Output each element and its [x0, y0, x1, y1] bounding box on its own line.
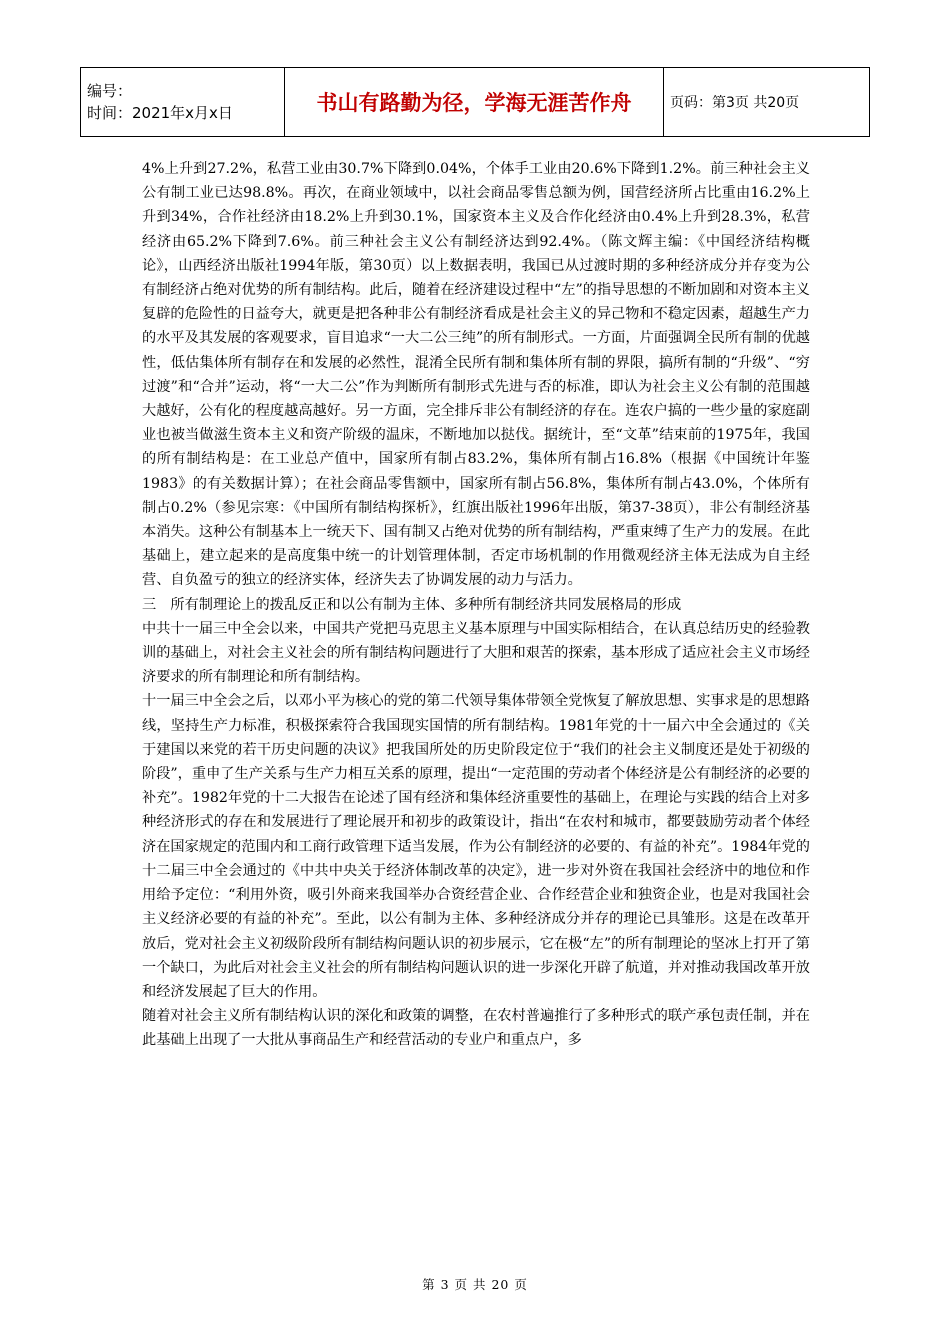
header-page-info: 页码：第3页 共20页: [664, 68, 870, 137]
paragraph: 中共十一届三中全会以来，中国共产党把马克思主义基本原理与中国实际相结合，在认真总结历史的经验教训的基础上，对社会主义社会的所有制结构问题进行了大胆和艰苦的探索，基本形成了适应社会主义市场经济要求的所有制理论和所有制结构。: [142, 620, 810, 686]
paragraph: 随着对社会主义所有制结构认识的深化和政策的调整，在农村普遍推行了多种形式的联产承包责任制，并在此基础上出现了一大批从事商品生产和经营活动的专业户和重点户，多: [142, 1008, 810, 1049]
page-footer: 第 3 页 共 20 页: [422, 1277, 528, 1292]
header-left-cell: [81, 68, 285, 137]
paragraph: 十一届三中全会之后，以邓小平为核心的党的第二代领导集体带领全党恢复了解放思想、实事求是的思想路线，坚持生产力标准，积极探索符合我国现实国情的所有制结构。1981年党的十一届六中全会通过的《关于建国以来党的若干历史问题的决议》把我国所处的历史阶段定位于“我们的社会主义制度还是处于初级的阶段”，重申了生产关系与生产力相互关系的原理，提出“一定范围的劳动者个体经济是公有制经济的必要的补充”。1982年党的十二大报告在论述了国有经济和集体经济重要性的基础上，在理论与实践的结合上对多种经济形式的存在和发展进行了理论展开和初步的政策设计，指出“在农村和城市，都要鼓励劳动者个体经济在国家规定的范围内和工商行政管理下适当发展，作为公有制经济的必要的、有益的补充”。1984年党的十二届三中全会通过的《中共中央关于经济体制改革的决定》，进一步对外资在我国社会经济中的地位和作用给予定位：“利用外资，吸引外商来我国举办合资经营企业、合作经营企业和独资企业，也是对我国社会主义经济必要的有益的补充”。至此，以公有制为主体、多种经济成分并存的理论已具雏形。这是在改革开放后，党对社会主义初级阶段所有制结构问题认识的初步展示，它在极“左”的所有制理论的坚冰上打开了第一个缺口，为此后对社会主义社会的所有制结构问题认识的进一步深化开辟了航道，并对推动我国改革开放和经济发展起了巨大的作用。: [142, 693, 810, 1000]
header-table: [80, 67, 870, 137]
section-heading: 三 所有制理论上的拨乱反正和以公有制为主体、多种所有制经济共同发展格局的形成: [142, 596, 682, 613]
document-number-label: 编号：: [87, 82, 133, 100]
document-date: 时间：2021年x月x日: [87, 104, 233, 122]
header-motto: 书山有路勤为径，学海无涯苦作舟: [285, 68, 664, 137]
document-body: [142, 157, 810, 1053]
paragraph: 4%上升到27.2%，私营工业由30.7%下降到0.04%，个体手工业由20.6%下降到1.2%。前三种社会主义公有制工业已达98.8%。再次，在商业领域中，以社会商品零售总额为例，国营经济所占比重由16.2%上升到34%，合作社经济由18.2%上升到30.1%，国家资本主义及合作化经济由0.4%上升到28.3%，私营经济由65.2%下降到7.6%。前三种社会主义公有制经济达到92.4%。（陈文辉主编：《中国经济结构概论》，山西经济出版社1994年版，第30页）以上数据表明，我国已从过渡时期的多种经济成分并存变为公有制经济占绝对优势的所有制结构。此后，随着在经济建设过程中“左”的指导思想的不断加剧和对资本主义复辟的危险性的日益夸大，就更是把各种非公有制经济看成是社会主义的异己物和不稳定因素，超越生产力的水平及其发展的客观要求，盲目追求“一大二公三纯”的所有制形式。一方面，片面强调全民所有制的优越性，低估集体所有制存在和发展的必然性，混淆全民所有制和集体所有制的界限，搞所有制的“升级”、“穷过渡”和“合并”运动，将“一大二公”作为判断所有制形式先进与否的标准，即认为社会主义公有制的范围越大越好，公有化的程度越高越好。另一方面，完全排斥非公有制经济的存在。连农户搞的一些少量的家庭副业也被当做滋生资本主义和资产阶级的温床，不断地加以挞伐。据统计，至“文革”结束前的1975年，我国的所有制结构是：在工业总产值中，国家所有制占83.2%，集体所有制占16.8%（根据《中国统计年鉴1983》的有关数据计算）；在社会商品零售额中，国家所有制占56.8%，集体所有制占43.0%，个体所有制占0.2%（参见宗寒：《中国所有制结构探析》，红旗出版社1996年出版，第37-38页），非公有制经济基本消失。这种公有制基本上一统天下、国有制又占绝对优势的所有制结构，严重束缚了生产力的发展。在此基础上，建立起来的是高度集中统一的计划管理体制，否定市场机制的作用微观经济主体无法成为自主经营、自负盈亏的独立的经济实体，经济失去了协调发展的动力与活力。: [142, 161, 810, 589]
